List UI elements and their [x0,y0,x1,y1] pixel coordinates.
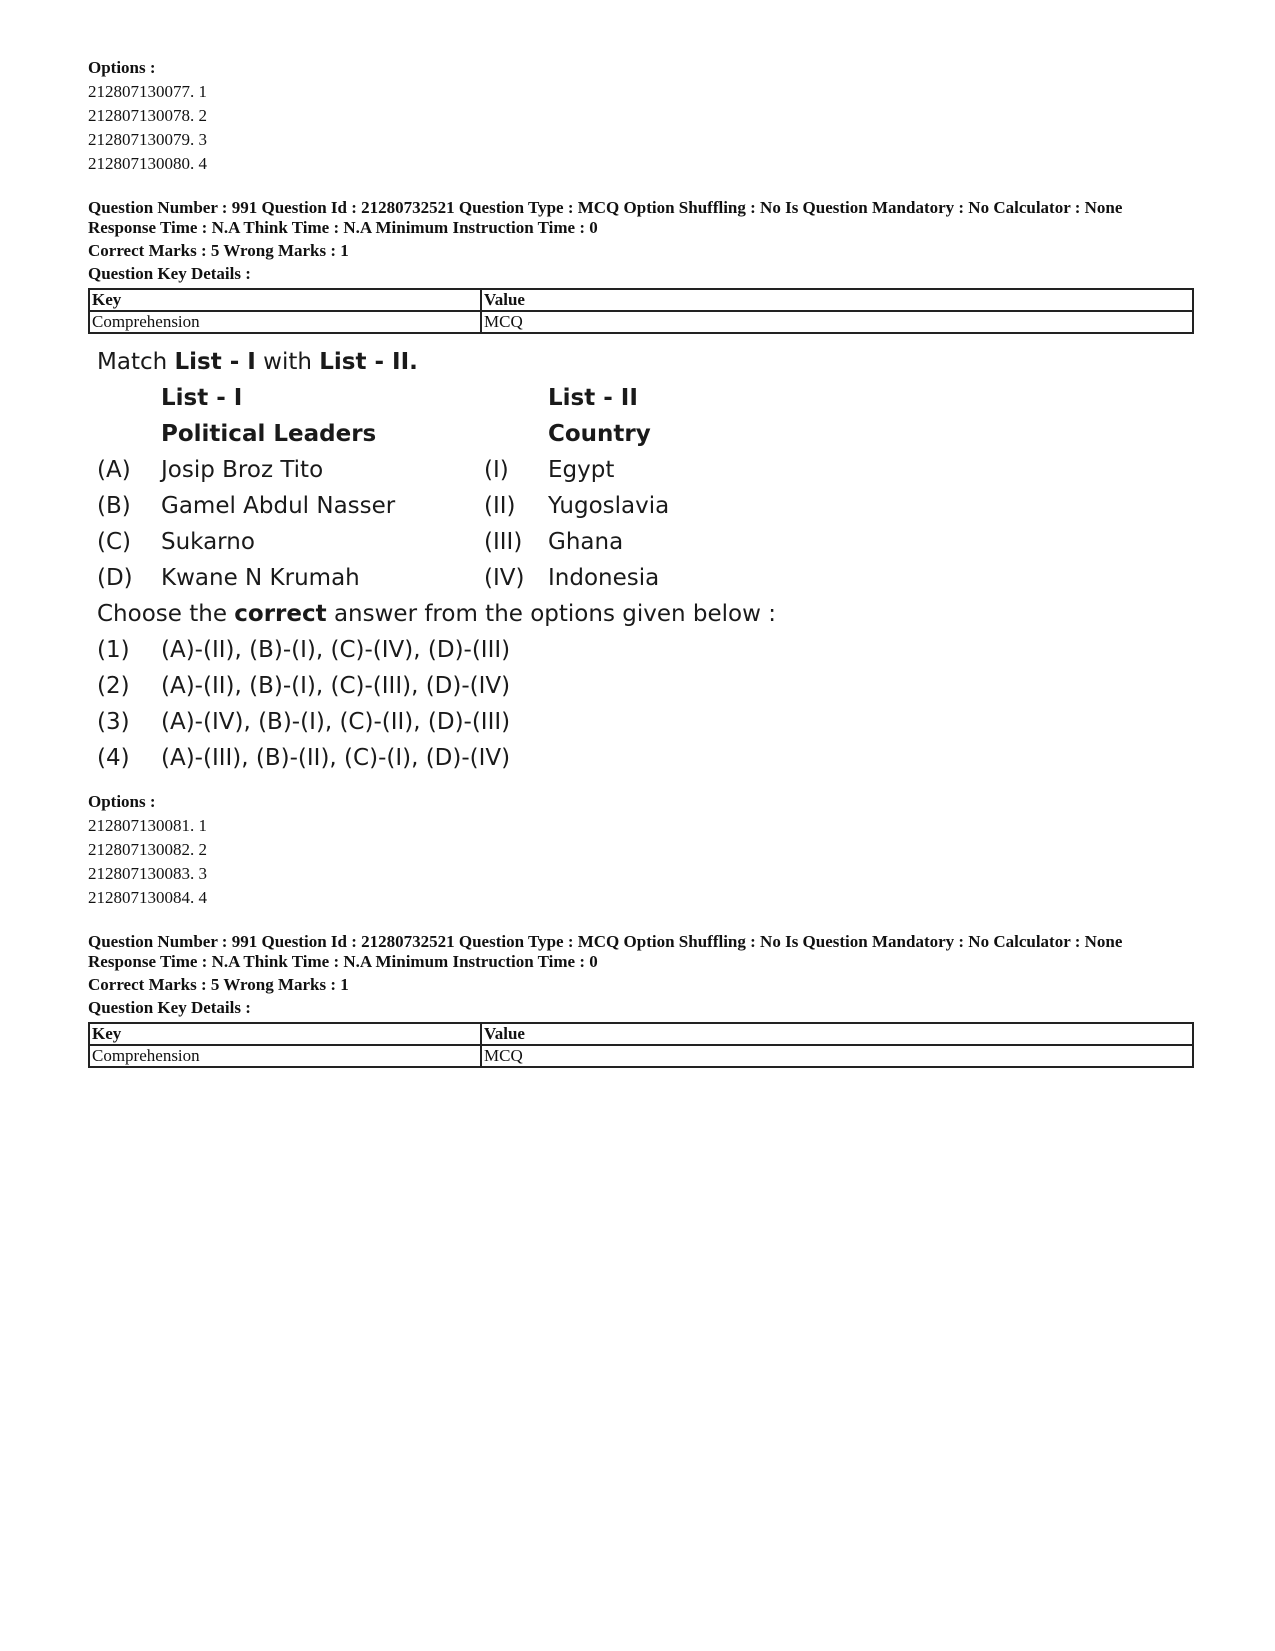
table-header-key: Key [89,1023,481,1045]
list2-header: List - II [548,385,638,411]
table-row [89,1045,1193,1067]
match-row [88,488,1188,524]
country-name: Egypt [548,457,615,483]
key-details-label: Question Key Details : [88,264,251,283]
question-meta-line1: Question Number : 991 Question Id : 21280732521 Question Type : MCQ Option Shuffling : No Is Question Mandatory : No Calculator : None [88,932,1123,951]
row-label: (IV) [484,565,525,591]
answer-choice [88,704,1188,740]
match-row [88,452,1188,488]
answer-text: (A)-(IV), (B)-(I), (C)-(II), (D)-(III) [161,709,511,735]
match-row [88,524,1188,560]
answer-number: (1) [97,637,130,663]
row-label: (II) [484,493,516,519]
options-label: Options : [88,792,156,811]
row-label: (III) [484,529,523,555]
question-meta-line1: Question Number : 991 Question Id : 21280732521 Question Type : MCQ Option Shuffling : No Is Question Mandatory : No Calculator : None [88,198,1123,217]
list-headers [88,380,1188,416]
table-header-value: Value [481,1023,1193,1045]
option-item: 212807130081. 1 [88,816,207,835]
marks-line: Correct Marks : 5 Wrong Marks : 1 [88,975,349,994]
answer-choice [88,632,1188,668]
list-subheaders [88,416,1188,452]
leader-name: Gamel Abdul Nasser [161,493,396,519]
title-bold2: List - II. [319,349,418,375]
options-label: Options : [88,58,156,77]
option-item: 212807130083. 3 [88,864,207,883]
option-item: 212807130078. 2 [88,106,207,125]
option-item: 212807130077. 1 [88,82,207,101]
table-header-row [89,1023,1193,1045]
question-title [97,344,1188,380]
choose-instruction [97,596,1188,632]
row-label: (D) [97,565,133,591]
answer-number: (4) [97,745,130,771]
question-body [88,344,1188,776]
country-name: Yugoslavia [548,493,670,519]
row-label: (A) [97,457,131,483]
question-meta-line2: Response Time : N.A Think Time : N.A Minimum Instruction Time : 0 [88,218,598,237]
option-item: 212807130084. 4 [88,888,207,907]
country-name: Ghana [548,529,624,555]
answer-number: (2) [97,673,130,699]
choose-prefix: Choose the [97,601,235,627]
leader-name: Sukarno [161,529,255,555]
country-name: Indonesia [548,565,660,591]
question-meta-line2: Response Time : N.A Think Time : N.A Minimum Instruction Time : 0 [88,952,598,971]
choose-suffix: answer from the options given below : [326,601,776,627]
list1-subheader: Political Leaders [161,421,377,447]
marks-line: Correct Marks : 5 Wrong Marks : 1 [88,241,349,260]
answer-number: (3) [97,709,130,735]
table-cell-key: Comprehension [89,1045,481,1067]
key-details-label: Question Key Details : [88,998,251,1017]
table-cell-value: MCQ [481,1045,1193,1067]
table-header-row [89,289,1193,311]
table-row [89,311,1193,333]
question-meta-2 [88,932,1188,1068]
key-details-table [88,288,1194,334]
leader-name: Josip Broz Tito [161,457,324,483]
bottom-options [88,790,1188,910]
list1-header: List - I [161,385,243,411]
list2-subheader: Country [548,421,651,447]
title-mid: with [255,349,320,375]
document-page [88,56,1188,1068]
answer-choice [88,668,1188,704]
leader-name: Kwane N Krumah [161,565,360,591]
option-item: 212807130082. 2 [88,840,207,859]
answer-text: (A)-(II), (B)-(I), (C)-(IV), (D)-(III) [161,637,511,663]
row-label: (B) [97,493,131,519]
table-header-value: Value [481,289,1193,311]
answer-choice [88,740,1188,776]
answer-text: (A)-(III), (B)-(II), (C)-(I), (D)-(IV) [161,745,511,771]
top-options [88,56,1188,176]
title-bold: List - I [174,349,256,375]
row-label: (C) [97,529,132,555]
table-cell-value: MCQ [481,311,1193,333]
title-prefix: Match [97,349,175,375]
table-header-key: Key [89,289,481,311]
option-item: 212807130079. 3 [88,130,207,149]
choose-bold: correct [234,601,327,627]
option-item: 212807130080. 4 [88,154,207,173]
key-details-table [88,1022,1194,1068]
table-cell-key: Comprehension [89,311,481,333]
answer-text: (A)-(II), (B)-(I), (C)-(III), (D)-(IV) [161,673,511,699]
question-meta-1 [88,198,1188,334]
match-row [88,560,1188,596]
row-label: (I) [484,457,509,483]
